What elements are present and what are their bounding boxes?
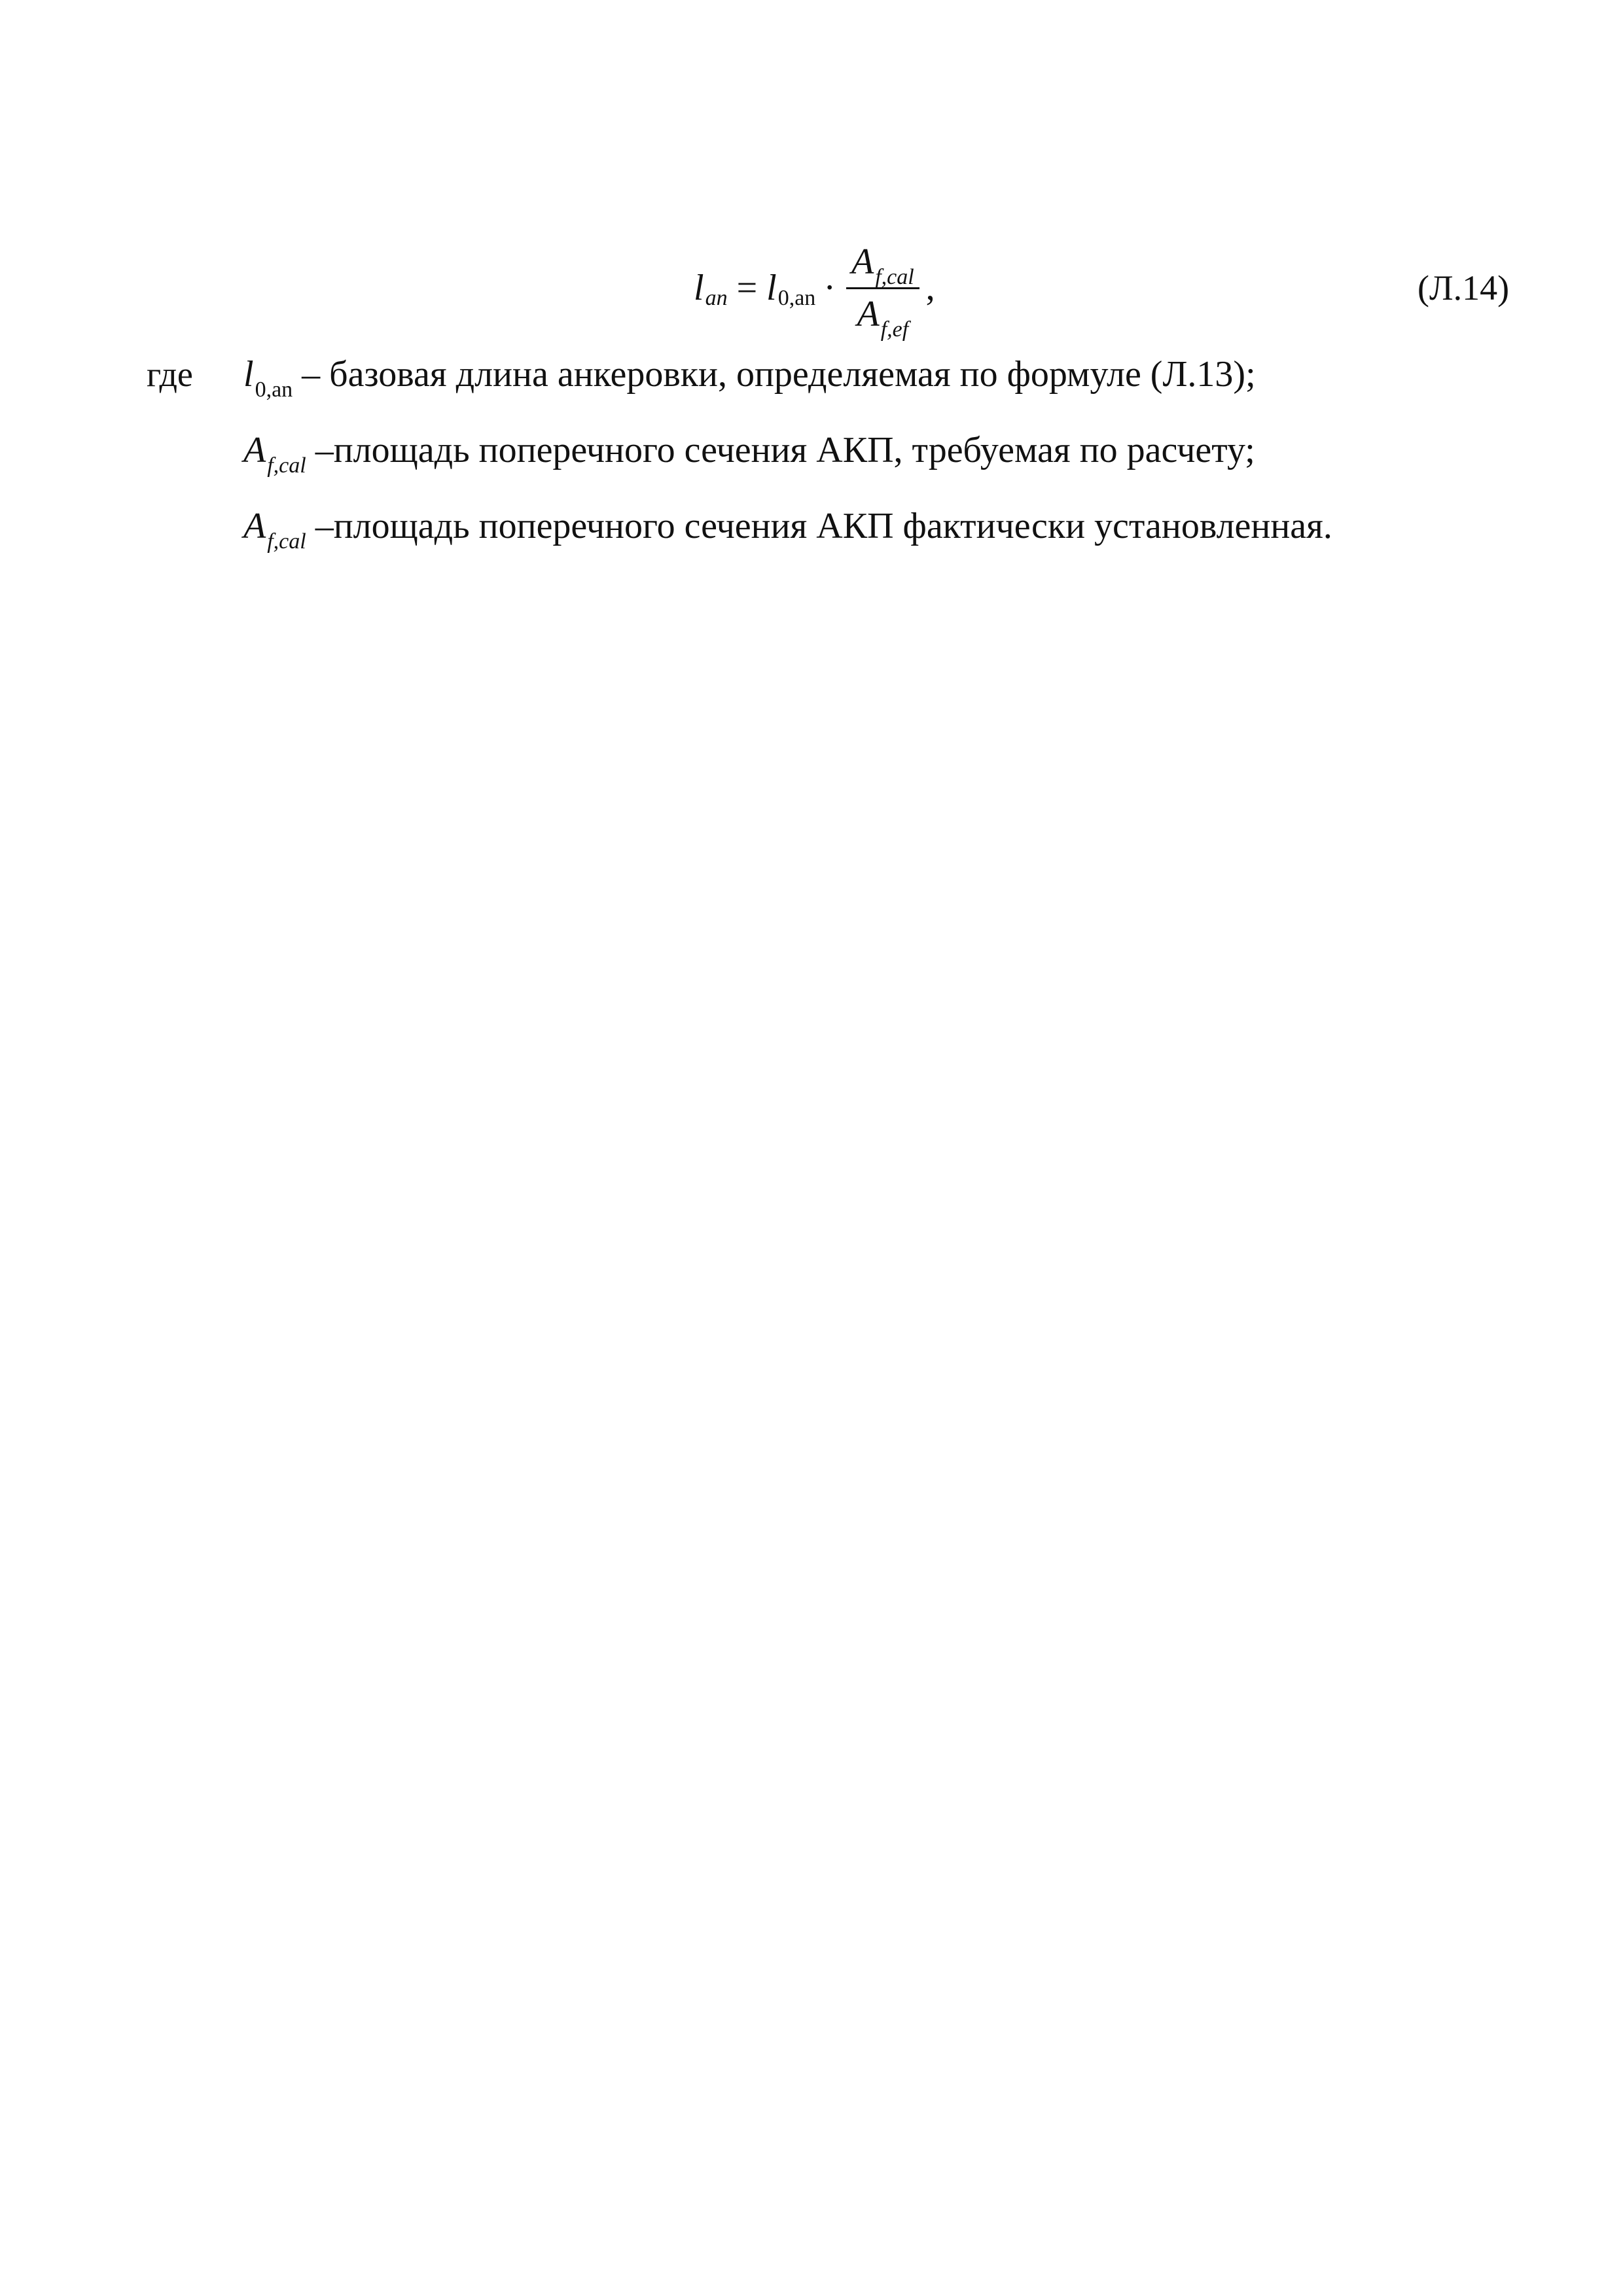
definition-symbol-3-sub: f,cal bbox=[267, 529, 306, 554]
numerator-var: A bbox=[851, 241, 874, 283]
definition-symbol-2 bbox=[243, 429, 306, 478]
numerator-sub: f,cal bbox=[875, 265, 914, 290]
definition-text-3: –площадь поперечного сечения АКП фактически установленная. bbox=[315, 506, 1332, 546]
formula-equals: = bbox=[736, 268, 758, 308]
formula-trailing-comma: , bbox=[925, 268, 935, 308]
definition-row-1 bbox=[147, 353, 1256, 402]
definition-row-2 bbox=[243, 429, 1255, 478]
formula-rhs-sub: 0,an bbox=[777, 286, 816, 310]
denominator-var: A bbox=[857, 293, 880, 334]
definition-symbol-2-sub: f,cal bbox=[267, 453, 306, 478]
formula-row bbox=[0, 222, 1623, 353]
formula-l14 bbox=[694, 222, 935, 353]
formula-lhs-sub: an bbox=[705, 286, 728, 310]
formula-lhs-var: l bbox=[694, 268, 704, 308]
equation-number: (Л.14) bbox=[1418, 268, 1510, 308]
fraction-numerator bbox=[846, 241, 919, 290]
formula-fraction bbox=[846, 241, 919, 342]
definition-symbol-2-var: A bbox=[243, 430, 266, 470]
definition-symbol-1 bbox=[243, 353, 293, 402]
formula-times: · bbox=[823, 268, 836, 308]
definition-row-3 bbox=[243, 505, 1332, 554]
definition-text-1: – базовая длина анкеровки, определяемая по формуле (Л.13); bbox=[302, 354, 1256, 395]
definition-text-2: –площадь поперечного сечения АКП, требуемая по расчету; bbox=[315, 430, 1255, 470]
definition-symbol-1-sub: 0,an bbox=[255, 378, 293, 402]
formula-rhs-var: l bbox=[766, 268, 777, 308]
definitions-lead: где bbox=[147, 355, 193, 394]
fraction-denominator bbox=[851, 293, 914, 342]
definition-symbol-1-var: l bbox=[243, 354, 254, 395]
denominator-sub: f,ef bbox=[880, 317, 909, 342]
definition-symbol-3-var: A bbox=[243, 506, 266, 546]
definition-symbol-3 bbox=[243, 505, 306, 554]
